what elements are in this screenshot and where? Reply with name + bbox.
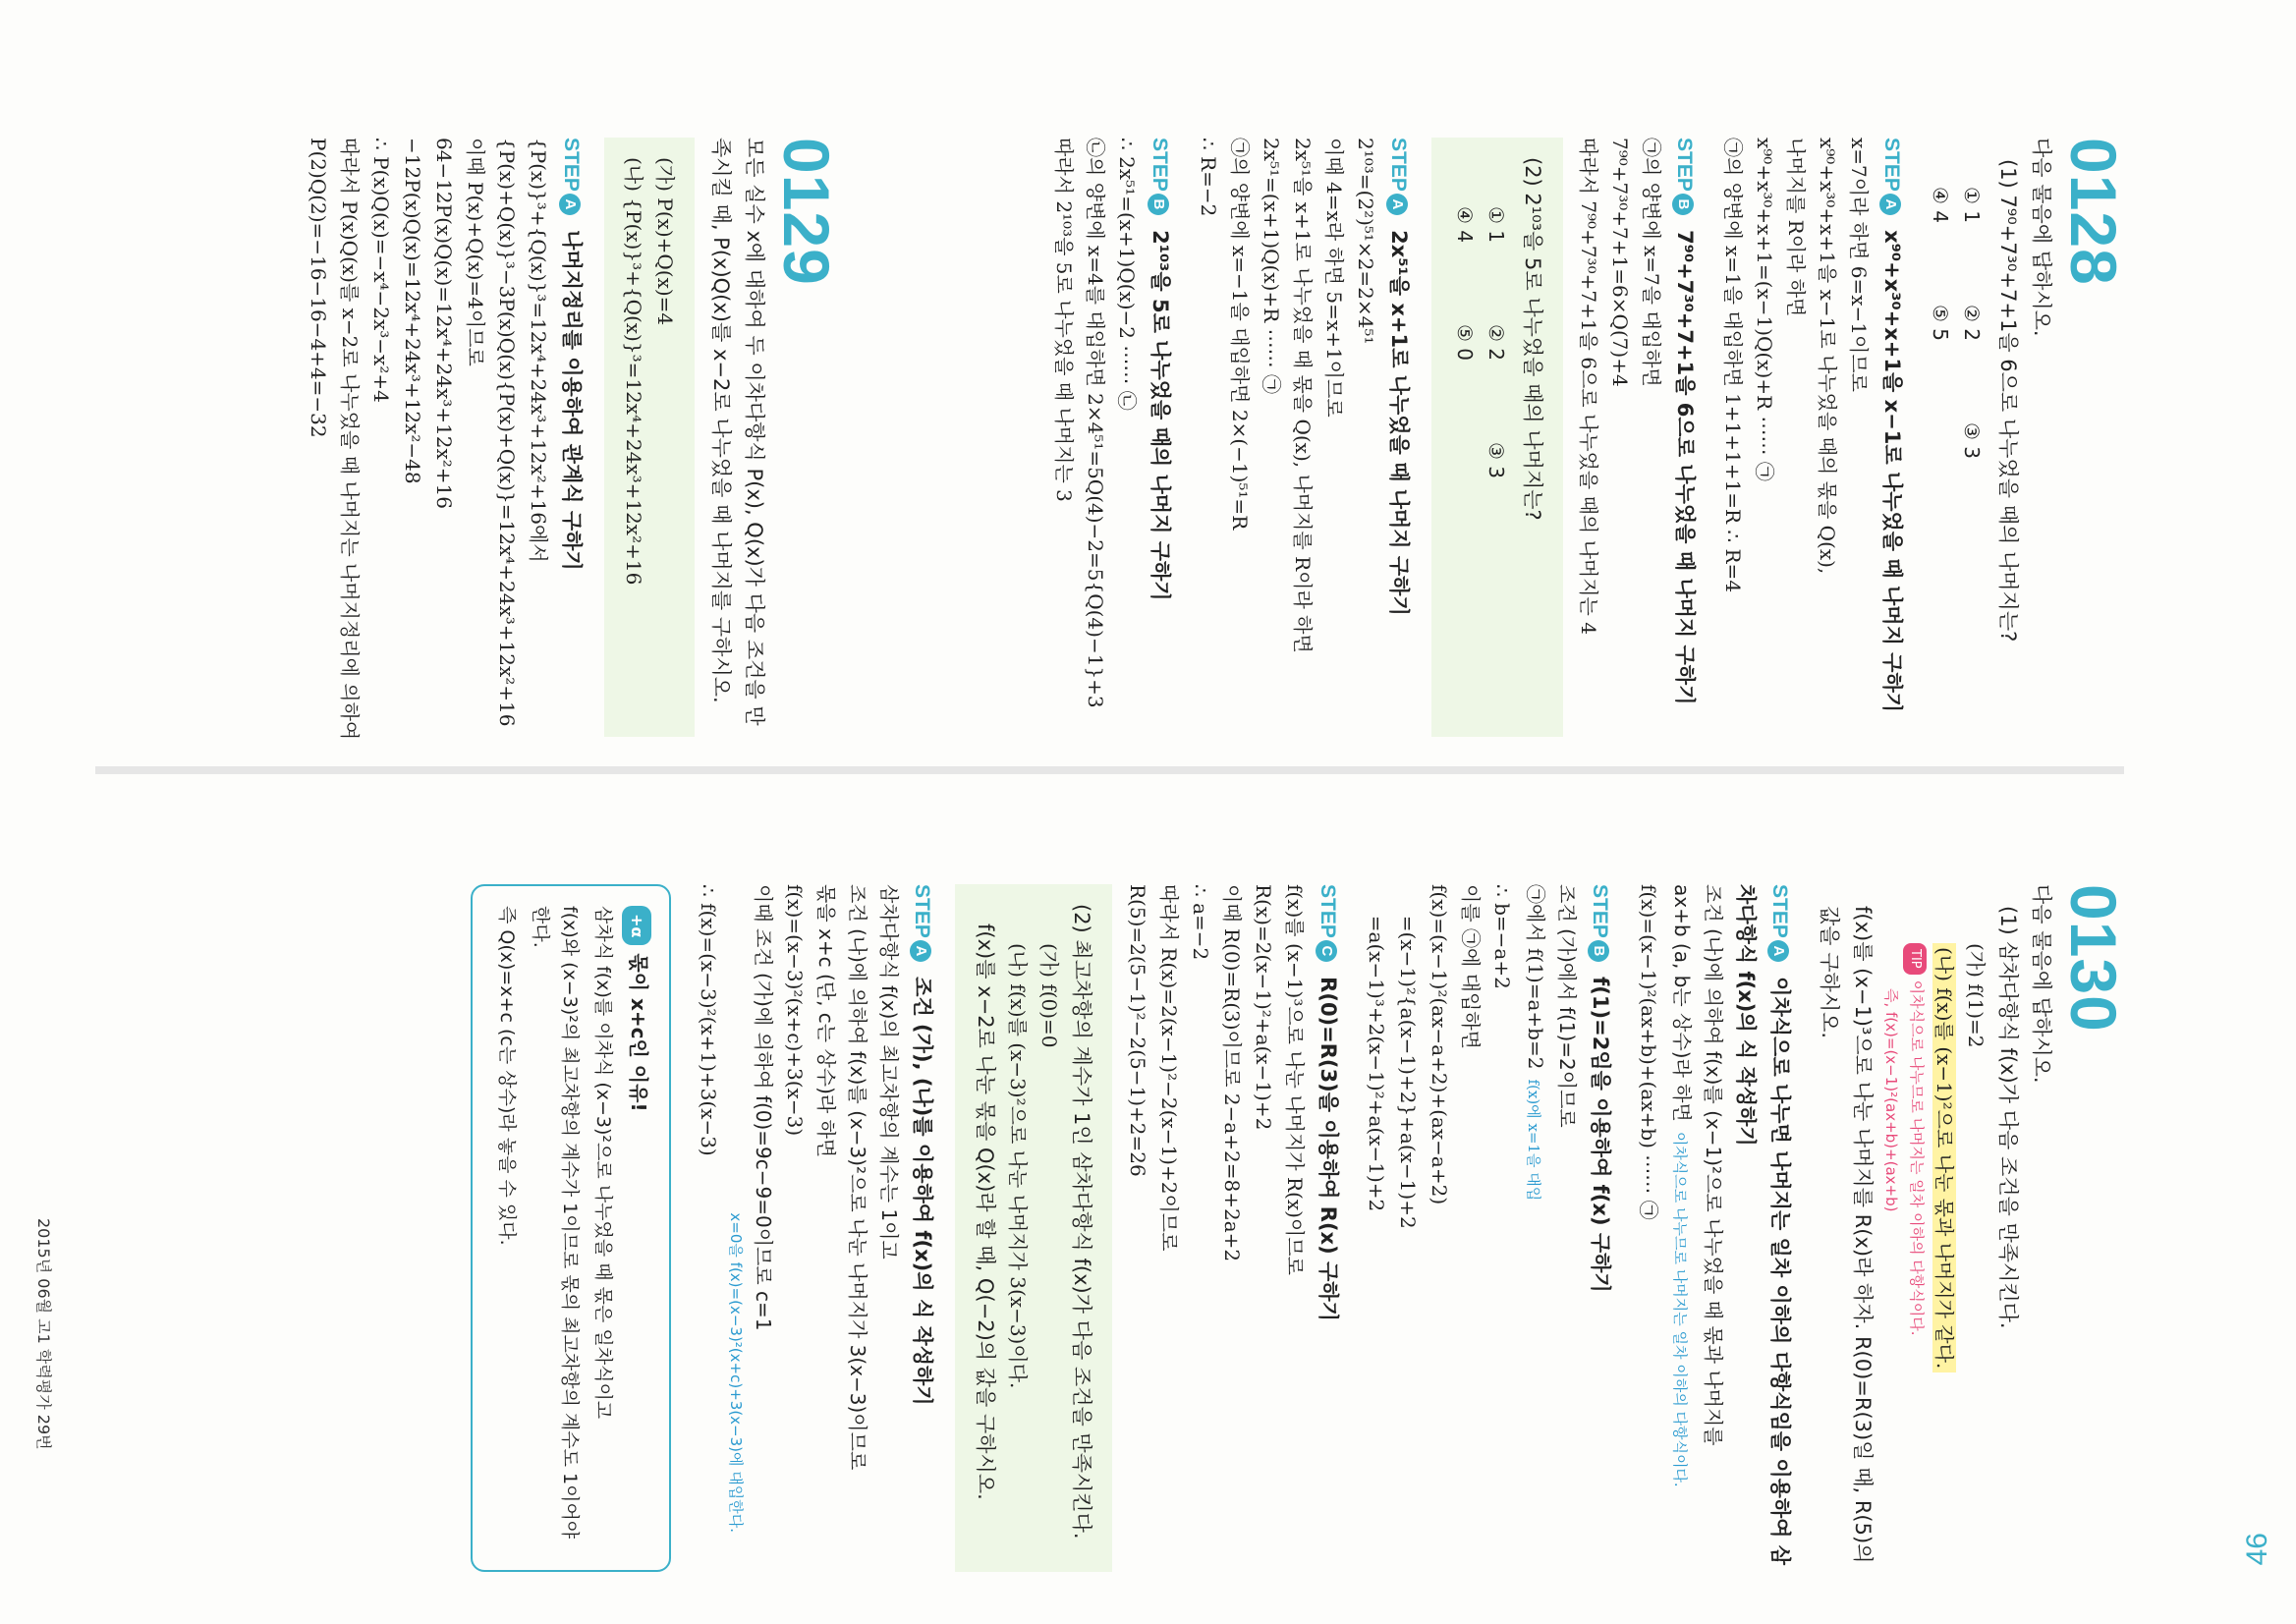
- step-c: [1122, 884, 1345, 1572]
- question-2: (2) 2¹⁰³을 5로 나누었을 때의 나머지는?: [1521, 157, 1544, 521]
- solution-line: {P(x)}³+{Q(x)}³=12x⁴+24x³+12x²+16에서: [527, 138, 550, 563]
- step-label: STEPA: [1768, 884, 1791, 962]
- problem-number: 0128: [2057, 138, 2130, 286]
- solution-line: x=7이라 하면 6=x−1이므로: [1847, 138, 1871, 392]
- solution-line: 이때 P(x)+Q(x)=4이므로: [464, 138, 487, 366]
- solution-line: f(x)=(x−1)²(ax+b)+(ax+b) ⋯⋯ ㉠: [1637, 884, 1660, 1220]
- step-title: x⁹⁰+x³⁰+x+1을 x−1로 나누었을 때 나머지 구하기: [1880, 230, 1904, 713]
- tip-badge: TIP: [1903, 943, 1927, 975]
- solution-line: ㉡의 양변에 x=4를 대입하면 2×4⁵¹=5Q(4)−2=5{Q(4)−1}+3: [1084, 138, 1107, 708]
- question-1-conditions: [1879, 884, 1991, 1572]
- step-a: [303, 138, 588, 741]
- step-a-2: [1193, 138, 1416, 737]
- solution-line: 이를 ㉠에 대입하면: [1459, 884, 1483, 1049]
- solution-line: P(2)Q(2)=−16−16−4+4=−32: [307, 138, 330, 438]
- step-heading: [905, 884, 939, 1572]
- solution-line: ∴ 2x⁵¹=(x+1)Q(x)−2 ⋯⋯ ㉡: [1115, 138, 1139, 411]
- solution-line: ㉠의 양변에 x=−1을 대입하면 2×(−1)⁵¹=R: [1228, 138, 1252, 531]
- option[interactable]: ② 2: [1960, 305, 1984, 342]
- step-label: STEPB: [1673, 138, 1696, 215]
- plus-alpha-badge: +α: [622, 906, 651, 945]
- tip-note: TIP이차식으로 나누므로 나머지는 일차 이하의 다항식이다.: [1903, 943, 1929, 1572]
- question-1: (1) 7⁹⁰+7³⁰+7+1을 6으로 나누었을 때의 나머지는?: [1996, 159, 2020, 643]
- condition-ga: (가) f(1)=2: [1964, 943, 1988, 1048]
- solution-line: 따라서 2¹⁰³을 5로 나누었을 때 나머지는 3: [1052, 138, 1076, 502]
- solution-line: 삼차다항식 f(x)의 최고차항의 계수는 1이고: [877, 884, 901, 1260]
- option[interactable]: ④ 4: [1929, 187, 1952, 224]
- step-label: STEPA: [1387, 138, 1410, 215]
- solution-line: 2¹⁰³=(2²)⁵¹×2=2×4⁵¹: [1354, 138, 1377, 345]
- plus-alpha-line: 즉 Q(x)=x+c (c는 상수)라 놓을 수 있다.: [496, 906, 518, 1246]
- solution-line: 따라서 7⁹⁰+7³⁰+7+1을 6으로 나누었을 때의 나머지는 4: [1577, 138, 1600, 635]
- step-a-1: [1717, 138, 1909, 737]
- step-label: STEPA: [1880, 138, 1903, 215]
- step-b-1: [1573, 138, 1702, 737]
- solution-line: ∴ a=−2: [1189, 884, 1212, 961]
- solution-line: 이때 R(0)=R(3)이므로 2−a+2=8+2a+2: [1220, 884, 1244, 1262]
- plus-alpha-heading: +α몫이 x+c인 이유!: [622, 906, 653, 1550]
- step-b: [1361, 884, 1617, 1572]
- question-2-box: [1431, 138, 1563, 737]
- plus-alpha-line: 삼차식 f(x)를 이차식 (x−3)²으로 나누었을 때 몫은 일차식이고: [592, 906, 614, 1420]
- step-title: R(0)=R(3)을 이용하여 R(x) 구하기: [1316, 977, 1340, 1321]
- step-a-2: [693, 884, 939, 1572]
- step-heading: [554, 138, 588, 737]
- side-note: 이차식으로 나누므로 나머지는 일차 이하의 다항식이다.: [1671, 1131, 1689, 1487]
- option[interactable]: ① 1: [1484, 206, 1508, 244]
- solution-line: 2x⁵¹을 x+1로 나누었을 때 몫을 Q(x), 나머지를 R이라 하면: [1291, 138, 1315, 653]
- step-label: STEPC: [1316, 884, 1339, 962]
- step-heading: [1875, 138, 1909, 737]
- step-title: f(1)=2임을 이용하여 f(x) 구하기: [1589, 977, 1612, 1293]
- problem-prompt: 다음 물음에 답하시오.: [2030, 884, 2053, 1084]
- sub-note: x=0을 f(x)=(x−3)²(x+c)+3(x−3)에 대입한다.: [727, 1212, 745, 1533]
- solution-line: 이때 4=x라 하면 5=x+1이므로: [1322, 138, 1346, 418]
- step-heading: [1667, 138, 1702, 737]
- problem-0130: [471, 884, 2129, 1572]
- step-title: 이차식으로 나누면 나머지는 일차 이하의 다항식임을 이용하여 삼차다항식 f(x)의 식 작성하기: [1734, 884, 1792, 1566]
- solution-line: ㉠의 양변에 x=7을 대입하면: [1640, 138, 1663, 387]
- page-number: 46: [2241, 1533, 2273, 1566]
- answer-options-1: [1925, 187, 1988, 540]
- plus-alpha-box: [471, 884, 671, 1572]
- solution-line: x⁹⁰+x³⁰+x+1=(x−1)Q(x)+R ⋯⋯ ㉠: [1753, 138, 1776, 481]
- step-title: 2x⁵¹을 x+1로 나누었을 때 나머지 구하기: [1387, 230, 1411, 616]
- solution-line: 64−12P(x)Q(x)=12x⁴+24x³+12x²+16: [432, 138, 456, 509]
- step-b-2: [1048, 138, 1177, 737]
- solution-line: ∴ b=−a+2: [1490, 884, 1514, 989]
- solution-line: 조건 (나)에 의하여 f(x)를 (x−3)²으로 나눈 나머지가 3(x−3)이므로: [846, 884, 869, 1471]
- option[interactable]: ④ 4: [1453, 206, 1477, 244]
- solution-line: ∴ P(x)Q(x)=−x⁴−2x³−x²+4: [369, 138, 393, 403]
- solution-line: ∴ R=−2: [1197, 138, 1220, 217]
- option[interactable]: ② 2: [1484, 324, 1508, 362]
- problem-prompt: 다음 물음에 답하시오.: [2030, 138, 2053, 337]
- condition-ga: (가) P(x)+Q(x)=4: [653, 157, 677, 326]
- solution-line: f(x)를 (x−1)³으로 나눈 나머지가 R(x)이므로: [1283, 884, 1307, 1275]
- step-heading: [1381, 138, 1416, 737]
- solution-line: f(x)=(x−3)²(x+c)+3(x−3): [783, 884, 807, 1137]
- option[interactable]: ① 1: [1960, 187, 1984, 224]
- condition-na: (나) f(x)를 (x−1)²으로 나눈 몫과 나머지가 같다.: [1929, 943, 1960, 1572]
- step-heading: [1583, 884, 1617, 1572]
- option[interactable]: ③ 3: [1484, 442, 1508, 479]
- step-title: 2¹⁰³을 5로 나누었을 때의 나머지 구하기: [1148, 230, 1172, 601]
- condition-na: (나) {P(x)}³+{Q(x)}³=12x⁴+24x³+12x²+16: [622, 157, 645, 586]
- condition-box: [604, 138, 695, 737]
- problem-number: 0129: [770, 138, 843, 286]
- step-title: 나머지정리를 이용하여 관계식 구하기: [560, 230, 584, 571]
- solution-line: x⁹⁰+x³⁰+x+1을 x−1로 나누었을 때의 몫을 Q(x),: [1816, 138, 1839, 575]
- condition-ga: (가) f(0)=0: [1037, 943, 1061, 1048]
- solution-line: {P(x)+Q(x)}³−3P(x)Q(x){P(x)+Q(x)}=12x⁴+24x³+12x²+16: [495, 138, 519, 727]
- solution-line: 조건 (나)에 의하여 f(x)를 (x−1)²으로 나누었을 때 몫과 나머지를: [1702, 884, 1725, 1446]
- solution-line: 조건 (가)에서 f(1)=2이므로: [1555, 884, 1579, 1128]
- answer-options-2: [1449, 206, 1512, 560]
- step-label: STEPB: [1589, 884, 1611, 962]
- solution-line: 따라서 R(x)=2(x−1)²−2(x−1)+2이므로: [1157, 884, 1181, 1252]
- step-title: 7⁹⁰+7³⁰+7+1을 6으로 나누었을 때 나머지 구하기: [1673, 230, 1697, 705]
- question-2-box: [955, 884, 1112, 1572]
- step-heading: [1143, 138, 1177, 737]
- solution-line: 7⁹⁰+7³⁰+7+1=6×Q(7)+4: [1608, 138, 1632, 387]
- problem-number: 0130: [2057, 884, 2130, 1033]
- solution-line: =(x−1)²{a(x−1)+2}+a(x−1)+2: [1396, 884, 1420, 1229]
- step-heading: [1311, 884, 1345, 1572]
- solution-line: ∴ f(x)=(x−3)²(x+1)+3(x−3): [697, 884, 720, 1156]
- option[interactable]: ⑤ 0: [1453, 324, 1477, 362]
- solution-line: 나머지를 R이라 하면: [1784, 138, 1808, 317]
- solution-line: ㉠의 양변에 x=1을 대입하면 1+1+1+1=R ∴ R=4: [1721, 138, 1745, 593]
- solution-line: =a(x−1)³+2(x−1)²+a(x−1)+2: [1365, 884, 1388, 1212]
- option[interactable]: ③ 3: [1960, 422, 1984, 460]
- step-heading: [1729, 884, 1797, 1572]
- step-label: STEPA: [911, 884, 933, 962]
- option[interactable]: ⑤ 5: [1929, 305, 1952, 342]
- exam-reference: 2015년 06월 고1 학력평가 29번: [34, 1218, 53, 1450]
- plus-alpha-line: f(x)와 (x−3)²의 최고차항의 계수가 1이므로 몫의 최고차항의 계수도 1이어야 한다.: [530, 906, 581, 1540]
- solution-line: f(x)=(x−1)²(ax−a+2)+(ax−a+2): [1428, 884, 1451, 1205]
- side-note: f(x)에 x=1을 대입: [1525, 1079, 1542, 1202]
- column-divider: [95, 766, 2124, 774]
- solution-line: 몫을 x+c (단, c는 상수)라 하면: [814, 884, 838, 1158]
- step-a: [1633, 884, 1797, 1572]
- question-1: (1) 삼차다항식 f(x)가 다음 조건을 만족시킨다.: [1996, 906, 2020, 1329]
- condition-na: (나) f(x)를 (x−3)²으로 나눈 나머지가 3(x−3)이다.: [1006, 943, 1030, 1389]
- problem-0128: [1048, 138, 2129, 737]
- tip-sub: 즉, f(x)=(x−1)²(ax+b)+(ax+b): [1882, 988, 1900, 1212]
- step-title: 조건 (가), (나)를 이용하여 f(x)의 식 작성하기: [911, 977, 934, 1406]
- solution-line: ax+b (a, b는 상수)라 하면이차식으로 나누므로 나머지는 일차 이하의 다항식이다.: [1670, 884, 1694, 1487]
- solution-line: ㉠에서 f(1)=a+b=2f(x)에 x=1을 대입: [1524, 884, 1547, 1202]
- solution-line: 따라서 P(x)Q(x)를 x−2로 나누었을 때 나머지는 나머지정리에 의하여: [338, 138, 362, 741]
- solution-line: 이때 조건 (가)에 의하여 f(0)=9c−9=0이므로 c=1: [752, 884, 775, 1331]
- step-label: STEPB: [1148, 138, 1171, 215]
- solution-line: 2x⁵¹=(x+1)Q(x)+R ⋯⋯ ㉠: [1260, 138, 1283, 394]
- problem-prompt: 모든 실수 x에 대하여 두 이차다항식 P(x), Q(x)가 다음 조건을 만족시킬 때, P(x)Q(x)를 x−2로 나누었을 때 나머지를 구하시오.: [709, 138, 766, 726]
- solution-line: R(x)=2(x−1)²+a(x−1)+2: [1252, 884, 1275, 1131]
- question-2: (2) 최고차항의 계수가 1인 삼차다항식 f(x)가 다음 조건을 만족시킨다.: [1070, 904, 1093, 1540]
- solution-line: −12P(x)Q(x)=12x⁴+24x³+12x²−48: [401, 138, 424, 484]
- step-label: STEPA: [560, 138, 583, 215]
- question-1-ask: f(x)를 (x−1)³으로 나눈 나머지를 R(x)라 하자. R(0)=R(3)일 때, R(5)의 값을 구하시오.: [1818, 906, 1875, 1564]
- problem-0129: [303, 138, 843, 741]
- question-2-ask: f(x)를 x−2로 나눈 몫을 Q(x)라 할 때, Q(−2)의 값을 구하시오.: [974, 924, 997, 1500]
- solution-line: R(5)=2(5−1)²−2(5−1)+2=26: [1126, 884, 1149, 1177]
